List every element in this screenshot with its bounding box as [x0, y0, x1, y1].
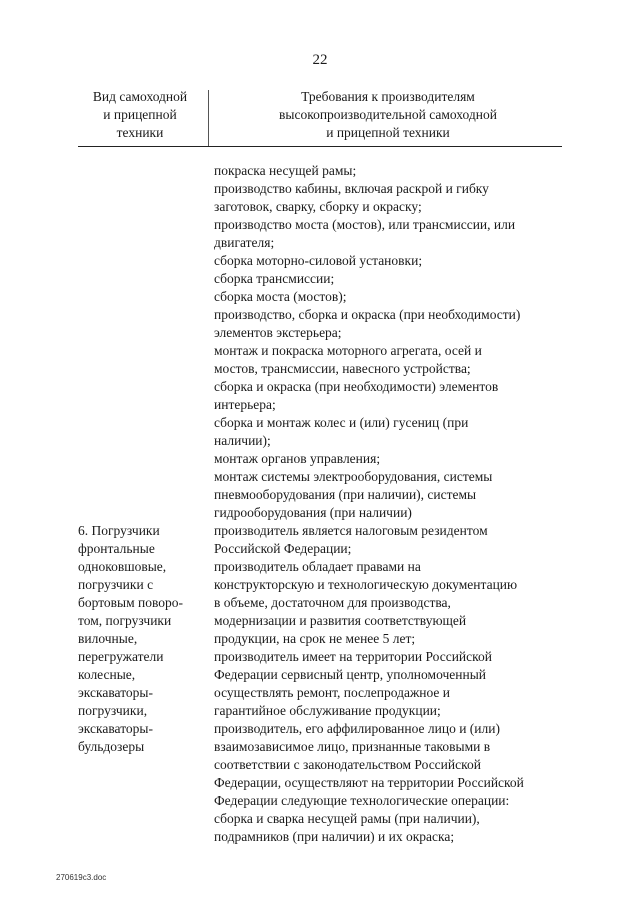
category-line: погрузчики, — [78, 703, 148, 718]
category-line: 6. Погрузчики — [78, 523, 160, 538]
requirement-line: заготовок, сварку, сборку и окраску; — [214, 199, 422, 214]
requirement-line: соответствии с законодательством Российской — [214, 757, 481, 772]
requirement-line: сборка и окраска (при необходимости) элементов — [214, 379, 499, 394]
category-line: перегружатели — [78, 649, 164, 664]
document-code: 270619c3.doc — [56, 873, 107, 882]
header-requirements-line: и прицепной техники — [326, 125, 450, 140]
requirement-line: монтаж и покраска моторного агрегата, осей и — [214, 343, 482, 358]
category-line: вилочные, — [78, 631, 138, 646]
requirement-line: Федерации следующие технологические операции: — [214, 793, 510, 808]
continued-requirements — [214, 162, 574, 522]
row6-category — [78, 522, 208, 756]
category-line: колесные, — [78, 667, 136, 682]
requirement-line: сборка моста (мостов); — [214, 289, 347, 304]
category-line: погрузчики с — [78, 577, 154, 592]
requirement-line: монтаж системы электрооборудования, системы — [214, 469, 493, 484]
requirement-line: сборка моторно-силовой установки; — [214, 253, 423, 268]
table-header — [78, 88, 562, 144]
requirement-line: наличии); — [214, 433, 271, 448]
header-vehicle-type — [78, 88, 202, 142]
requirement-line: покраска несущей рамы; — [214, 163, 357, 178]
requirement-line: мостов, трансмиссии, навесного устройства; — [214, 361, 471, 376]
page-number: 22 — [312, 52, 328, 68]
requirement-line: взаимозависимое лицо, признанные таковыми в — [214, 739, 491, 754]
requirement-line: пневмооборудования (при наличии), системы — [214, 487, 477, 502]
category-line: бортовым поворо- — [78, 595, 184, 610]
requirement-line: гарантийное обслуживание продукции; — [214, 703, 441, 718]
category-line: том, погрузчики — [78, 613, 172, 628]
requirement-line: подрамников (при наличии) и их окраска; — [214, 829, 455, 844]
requirement-line: конструкторскую и технологическую документацию — [214, 577, 518, 592]
requirement-line: гидрооборудования (при наличии) — [214, 505, 412, 520]
requirement-line: сборка и монтаж колес и (или) гусениц (при — [214, 415, 469, 430]
requirement-line: монтаж органов управления; — [214, 451, 381, 466]
category-line: одноковшовые, — [78, 559, 167, 574]
requirement-line: модернизации и развития соответствующей — [214, 613, 467, 628]
header-column-divider — [208, 90, 209, 146]
category-line: экскаваторы- — [78, 721, 153, 736]
header-requirements-line: высокопроизводительной самоходной — [279, 107, 497, 122]
requirement-line: в объеме, достаточном для производства, — [214, 595, 451, 610]
requirement-line: интерьера; — [214, 397, 276, 412]
requirement-line: производство, сборка и окраска (при необходимости) — [214, 307, 521, 322]
requirement-line: элементов экстерьера; — [214, 325, 342, 340]
category-line: бульдозеры — [78, 739, 145, 754]
requirement-line: осуществлять ремонт, послепродажное и — [214, 685, 451, 700]
requirement-line: производитель имеет на территории Российской — [214, 649, 492, 664]
requirement-line: Российской Федерации; — [214, 541, 352, 556]
header-rule — [78, 146, 562, 147]
header-vehicle-type-line: техники — [116, 125, 164, 140]
requirement-line: производитель является налоговым резидентом — [214, 523, 488, 538]
requirement-line: сборка и сварка несущей рамы (при наличии), — [214, 811, 480, 826]
requirement-line: сборка трансмиссии; — [214, 271, 335, 286]
header-vehicle-type-line: Вид самоходной — [92, 89, 188, 104]
requirement-line: двигателя; — [214, 235, 275, 250]
requirement-line: производитель, его аффилированное лицо и (или) — [214, 721, 500, 736]
requirement-line: производство кабины, включая раскрой и гибку — [214, 181, 489, 196]
requirement-line: Федерации, осуществляют на территории Российской — [214, 775, 524, 790]
row6-requirements — [214, 522, 574, 846]
header-requirements — [218, 88, 558, 142]
header-vehicle-type-line: и прицепной — [103, 107, 177, 122]
requirement-line: продукции, на срок не менее 5 лет; — [214, 631, 416, 646]
category-line: экскаваторы- — [78, 685, 153, 700]
requirement-line: производство моста (мостов), или трансмиссии, или — [214, 217, 516, 232]
header-requirements-line: Требования к производителям — [301, 89, 475, 104]
requirement-line: Федерации сервисный центр, уполномоченный — [214, 667, 486, 682]
category-line: фронтальные — [78, 541, 155, 556]
requirement-line: производитель обладает правами на — [214, 559, 421, 574]
